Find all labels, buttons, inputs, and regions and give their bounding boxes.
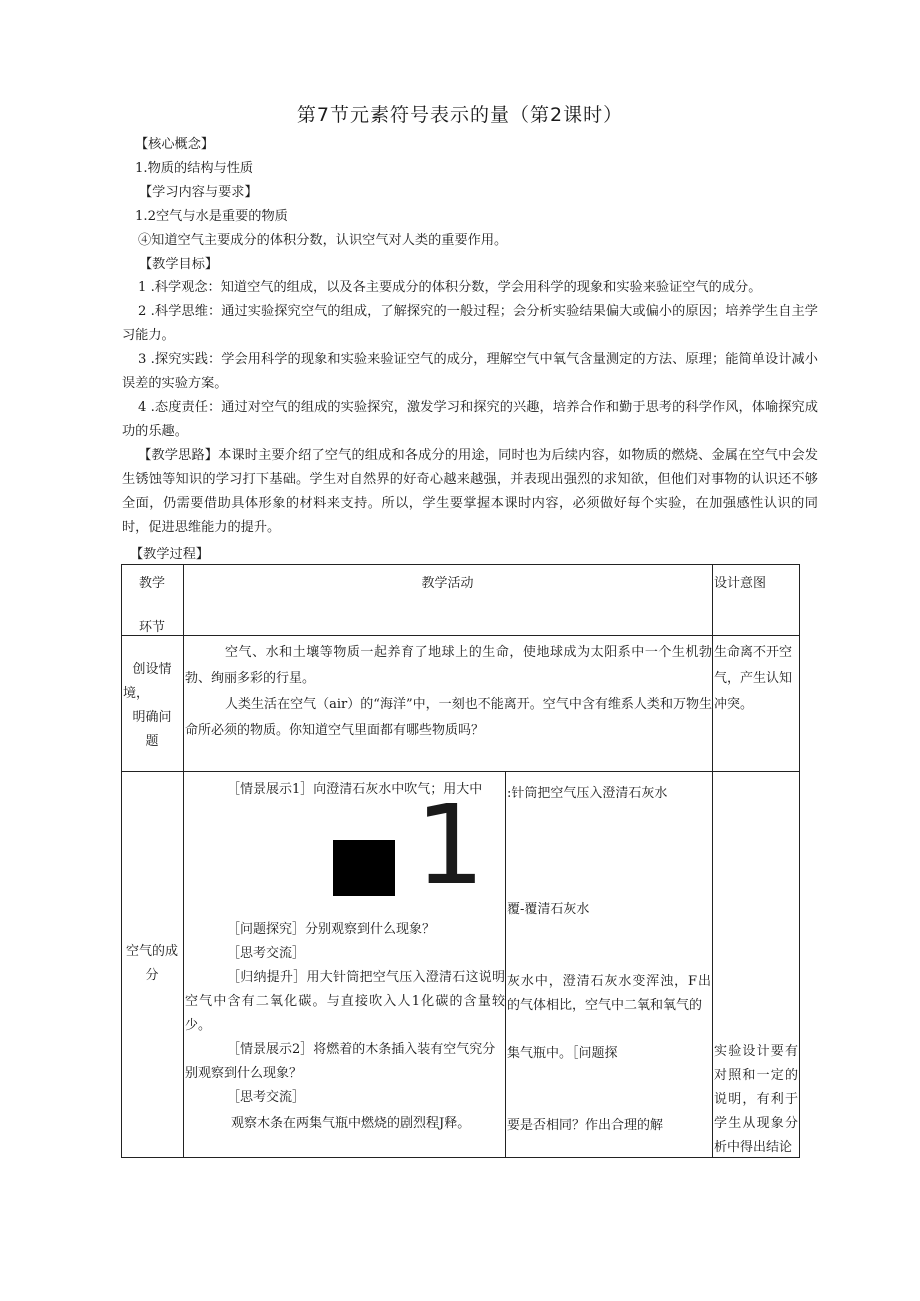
- scene-display-2: ［情景展示2］将燃着的木条插入装有空气究分别观察到什么现象？: [185, 1042, 496, 1081]
- goal-1: 1 .科学观念：知道空气的组成，以及各主要成分的体积分数，学会用科学的现象和实验来验证空气的成分。: [138, 280, 762, 295]
- goal-4: 4 .态度责任：通过对空气的组成的实验探究，激发学习和探究的兴趣，培养合作和勤于思考的科学作风，体喻探究成功的乐趣。: [122, 400, 818, 439]
- right-note-1: :针筒把空气压入澄清石灰水: [507, 786, 668, 801]
- summary-1: ［归纳提升］用大针筒把空气压入澄清石这说明空气中含有二氧化碳。与直接吹入人1化碳的含量较少。: [185, 970, 505, 1033]
- big-numeral: 1: [415, 781, 485, 909]
- header-intent: 设计意图: [714, 576, 767, 591]
- row1-intent: 生命离不开空气，产生认知冲突。: [714, 645, 793, 712]
- table-border: [121, 564, 800, 565]
- observe-text: 观察木条在两集气瓶中燃烧的剧烈程J释。: [231, 1116, 471, 1131]
- scene-display-1: ［情景展示1］向澄清石灰水中吹气；用大中: [227, 782, 483, 797]
- think-exchange-2: ［思考交流］: [227, 1090, 306, 1105]
- table-border: [505, 771, 506, 1158]
- table-border: [183, 564, 184, 1158]
- square-mark-icon: [333, 840, 395, 896]
- teaching-approach: 【教学思路】本课时主要介绍了空气的组成和各成分的用途，同时也为后续内容，如物质的燃烧、金属在空气中会发生锈蚀等知识的学习打下基础。学生对自然界的好奇心越来越强，并表现出强烈的求知欲，但他们对事物的认识还不够全面，仍需要借助具体形象的材料来支持。所以，学生要掌握本课时内容，必须做好每个实验，在加强感性认识的同时，促进思维能力的提升。: [122, 448, 818, 535]
- table-border: [799, 564, 800, 1158]
- think-exchange-1: ［思考交流］: [227, 946, 306, 961]
- row1-activity: 空气、水和土壤等物质一起养育了地球上的生命，使地球成为太阳系中一个生机勃勃、绚丽多彩的行星。 人类生活在空气（air）的“海洋”中，一刻也不能离开。空气中含有维系人类和万物生命所必须的物质。你知道空气里面都有哪些物质吗？: [185, 645, 712, 738]
- table-border: [121, 771, 800, 772]
- page-title: 第7节元素符号表示的量（第2课时）: [296, 104, 624, 126]
- process-heading: 【教学过程】: [130, 547, 210, 562]
- right-note-5: 要是否相同？作出合理的解: [507, 1118, 664, 1133]
- table-border: [121, 635, 800, 636]
- goal-3: 3 .探究实践：学会用科学的现象和实验来验证空气的成分，理解空气中氧气含量测定的方法、原理；能简单设计减小误差的实验方案。: [122, 352, 818, 391]
- header-activity: 教学活动: [421, 576, 474, 591]
- table-border: [121, 1157, 800, 1158]
- learning-req-heading: 【学习内容与要求】: [139, 185, 258, 200]
- row1-stage: 创设情 境， 明确问 题: [123, 662, 172, 749]
- goals-heading: 【教学目标】: [139, 257, 219, 272]
- core-concept-item: 1.物质的结构与性质: [135, 161, 254, 176]
- table-border: [121, 564, 122, 1158]
- goal-2: 2 .科学思维：通过实验探究空气的组成，了解探究的一般过程；会分析实验结果偏大或偏小的原因；培养学生自主学习能力。: [122, 304, 818, 343]
- right-note-4: 集气瓶中。［问题探: [507, 1046, 618, 1061]
- right-note-2: 覆-覆清石灰水: [507, 902, 590, 917]
- row2-stage: 空气的成 分: [125, 944, 178, 983]
- problem-inquiry-1: ［问题探究］分别观察到什么现象？: [227, 922, 436, 937]
- core-concept-heading: 【核心概念】: [135, 137, 215, 152]
- header-stage: 教学 环节: [138, 576, 165, 635]
- table-border: [712, 564, 713, 1158]
- row2-intent: 实验设计要有对照和一定的说明，有利于学生从现象分析中得出结论: [714, 1044, 798, 1155]
- right-note-3: 灰水中，澄清石灰水变浑浊，F出的气体相比，空气中二氧和氧气的: [507, 974, 711, 1013]
- learning-req-detail: ④知道空气主要成分的体积分数，认识空气对人类的重要作用。: [138, 233, 508, 248]
- learning-req-item: 1.2空气与水是重要的物质: [135, 209, 288, 224]
- teaching-process-table: [121, 564, 800, 1158]
